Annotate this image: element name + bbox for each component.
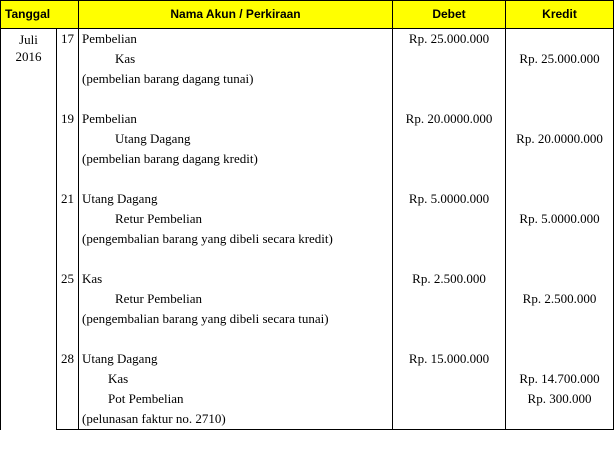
empty-cell xyxy=(57,329,79,349)
empty-cell xyxy=(57,409,79,430)
day-cell: 17 xyxy=(57,29,79,50)
debit-account: Kas xyxy=(79,269,393,289)
journal-row xyxy=(1,209,614,229)
credit-account-2: Pot Pembelian xyxy=(79,389,393,409)
journal-row xyxy=(1,69,614,89)
journal-row xyxy=(1,229,614,249)
journal-row xyxy=(1,269,614,289)
spacer-row xyxy=(1,169,614,189)
credit-account: Kas xyxy=(79,49,393,69)
empty-cell xyxy=(57,89,79,109)
day-cell: 21 xyxy=(57,189,79,209)
debit-account: Pembelian xyxy=(79,109,393,129)
journal-row xyxy=(1,409,614,430)
journal-row xyxy=(1,49,614,69)
entry-note: (pengembalian barang yang dibeli secara kredit) xyxy=(79,229,393,249)
empty-cell xyxy=(506,229,614,249)
spacer-row xyxy=(1,329,614,349)
empty-cell xyxy=(393,289,506,309)
empty-cell xyxy=(393,209,506,229)
empty-cell xyxy=(393,129,506,149)
empty-cell xyxy=(393,369,506,389)
credit-account: Utang Dagang xyxy=(79,129,393,149)
header-row xyxy=(1,1,614,29)
empty-cell xyxy=(506,329,614,349)
day-cell-empty xyxy=(57,69,79,89)
header-debet: Debet xyxy=(393,1,506,29)
debit-account: Utang Dagang xyxy=(79,189,393,209)
empty-cell xyxy=(57,169,79,189)
empty-cell xyxy=(57,129,79,149)
empty-cell xyxy=(393,309,506,329)
header-kredit: Kredit xyxy=(506,1,614,29)
entry-note: (pelunasan faktur no. 2710) xyxy=(79,409,393,430)
empty-cell xyxy=(506,309,614,329)
journal-row xyxy=(1,289,614,309)
empty-cell xyxy=(393,329,506,349)
journal-row xyxy=(1,369,614,389)
empty-cell xyxy=(506,149,614,169)
day-cell-empty xyxy=(57,49,79,69)
debit-amount: Rp. 5.0000.000 xyxy=(393,189,506,209)
header-nama-akun: Nama Akun / Perkiraan xyxy=(79,1,393,29)
day-cell: 25 xyxy=(57,269,79,289)
empty-cell xyxy=(57,149,79,169)
empty-cell xyxy=(57,289,79,309)
empty-cell xyxy=(506,249,614,269)
debit-account: Utang Dagang xyxy=(79,349,393,369)
empty-cell xyxy=(79,329,393,349)
debit-amount-empty xyxy=(393,49,506,69)
entry-note: (pembelian barang dagang tunai) xyxy=(79,69,393,89)
journal-row xyxy=(1,309,614,329)
entry-note: (pengembalian barang yang dibeli secara tunai) xyxy=(79,309,393,329)
empty-cell xyxy=(57,309,79,329)
debit-account: Pembelian xyxy=(79,29,393,50)
credit-account: Retur Pembelian xyxy=(79,289,393,309)
debit-amount: Rp. 25.000.000 xyxy=(393,29,506,50)
journal-row xyxy=(1,129,614,149)
journal-row xyxy=(1,349,614,369)
month-label: Juli xyxy=(19,32,38,47)
empty-cell xyxy=(393,409,506,430)
credit-amount-2: Rp. 300.000 xyxy=(506,389,614,409)
empty-cell xyxy=(506,269,614,289)
empty-cell xyxy=(393,89,506,109)
credit-amount-empty xyxy=(506,29,614,50)
empty-cell xyxy=(393,69,506,89)
journal-row xyxy=(1,189,614,209)
empty-cell xyxy=(393,229,506,249)
credit-amount: Rp. 20.0000.000 xyxy=(506,129,614,149)
empty-cell xyxy=(57,249,79,269)
empty-cell xyxy=(393,249,506,269)
empty-cell xyxy=(506,89,614,109)
empty-cell xyxy=(506,109,614,129)
empty-cell xyxy=(57,369,79,389)
month-cell xyxy=(1,29,57,430)
journal-row xyxy=(1,389,614,409)
spacer-row xyxy=(1,89,614,109)
journal-row xyxy=(1,109,614,129)
credit-account: Retur Pembelian xyxy=(79,209,393,229)
empty-cell xyxy=(393,389,506,409)
empty-cell xyxy=(506,169,614,189)
credit-amount: Rp. 25.000.000 xyxy=(506,49,614,69)
credit-amount: Rp. 14.700.000 xyxy=(506,369,614,389)
empty-cell xyxy=(393,169,506,189)
empty-cell xyxy=(506,69,614,89)
journal-row xyxy=(1,29,614,50)
debit-amount: Rp. 20.0000.000 xyxy=(393,109,506,129)
empty-cell xyxy=(79,169,393,189)
empty-cell xyxy=(57,389,79,409)
debit-amount: Rp. 15.000.000 xyxy=(393,349,506,369)
empty-cell xyxy=(506,409,614,430)
entry-note: (pembelian barang dagang kredit) xyxy=(79,149,393,169)
empty-cell xyxy=(506,349,614,369)
credit-account: Kas xyxy=(79,369,393,389)
spacer-row xyxy=(1,249,614,269)
empty-cell xyxy=(57,209,79,229)
empty-cell xyxy=(79,249,393,269)
header-tanggal: Tanggal xyxy=(1,1,79,29)
day-cell: 28 xyxy=(57,349,79,369)
day-cell: 19 xyxy=(57,109,79,129)
empty-cell xyxy=(79,89,393,109)
credit-amount: Rp. 5.0000.000 xyxy=(506,209,614,229)
year-label: 2016 xyxy=(15,49,42,64)
empty-cell xyxy=(393,149,506,169)
empty-cell xyxy=(506,189,614,209)
journal-row xyxy=(1,149,614,169)
credit-amount: Rp. 2.500.000 xyxy=(506,289,614,309)
debit-amount: Rp. 2.500.000 xyxy=(393,269,506,289)
empty-cell xyxy=(57,229,79,249)
